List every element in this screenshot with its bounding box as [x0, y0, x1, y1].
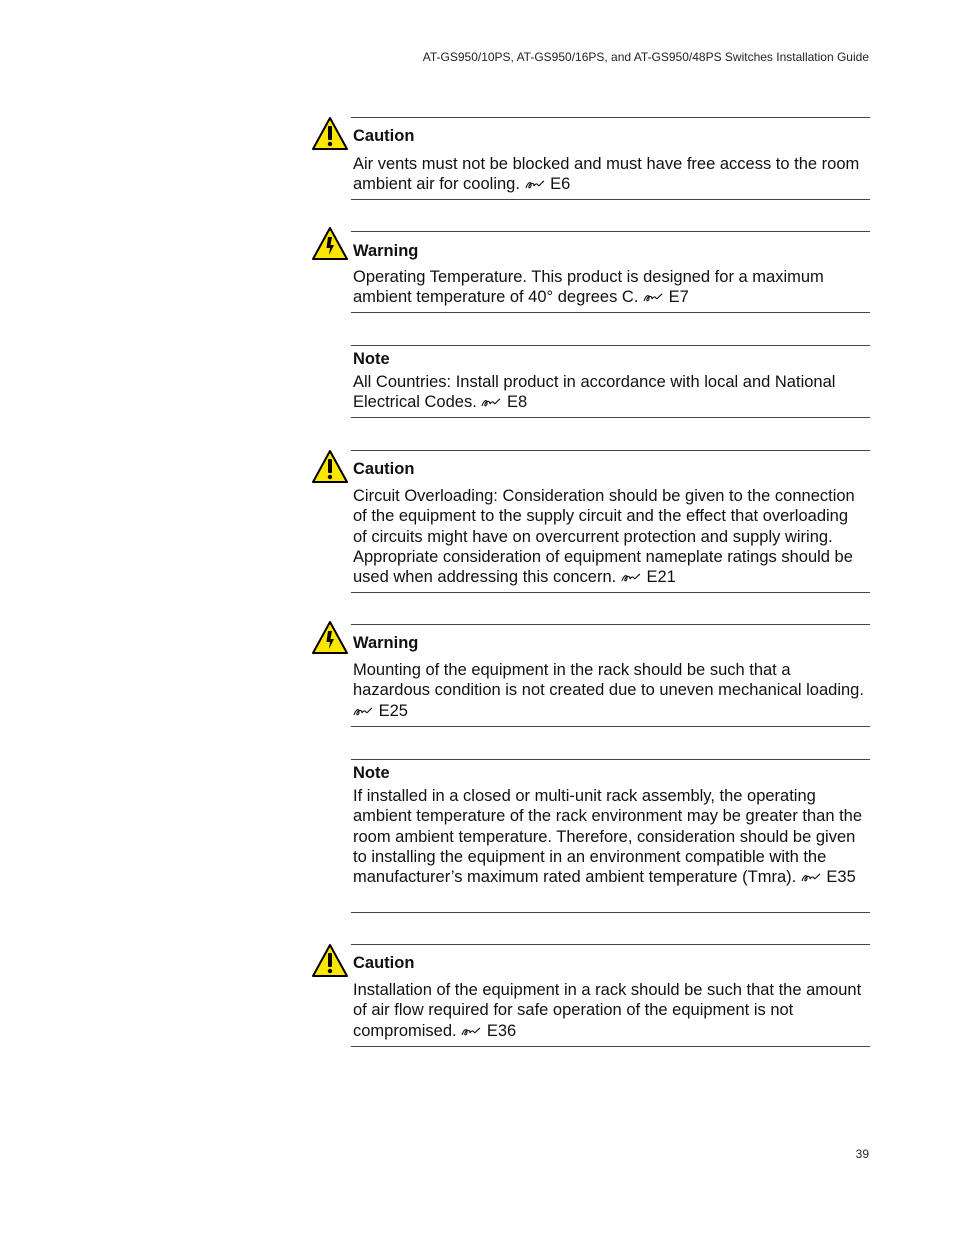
- notice-text: Installation of the equipment in a rack should be such that the amount of air flow required for safe operation of the equipment is not compromised.: [353, 981, 862, 1040]
- notice-code: E36: [486, 1021, 517, 1040]
- running-header: AT-GS950/10PS, AT-GS950/16PS, and AT-GS950/48PS Switches Installation Guide: [422, 50, 869, 64]
- signature-icon: [621, 572, 641, 583]
- caution-notice: [351, 944, 870, 1047]
- warning-notice: [351, 624, 870, 727]
- notice-code: E21: [646, 568, 676, 587]
- note-notice: [351, 345, 870, 418]
- notice-text: Circuit Overloading: Consideration should be given to the connection of the equipment to the supply circuit and the effect that overloading of circuits might have on overcurrent protection and supply wiring. Appropriate consideration of equipment nameplate ratings should be used when addressing this concern.: [353, 487, 855, 587]
- notice-body: [353, 267, 866, 308]
- notice-text: Operating Temperature. This product is designed for a maximum ambient temperature of 40° degrees C.: [353, 268, 824, 307]
- notice-body: [353, 660, 866, 721]
- caution-notice: [351, 117, 870, 200]
- notice-code: E35: [826, 868, 856, 887]
- notice-title: Caution: [353, 954, 415, 972]
- notice-body: [353, 980, 866, 1041]
- note-notice: [351, 759, 870, 913]
- page-number: 39: [855, 1147, 869, 1161]
- notice-text: All Countries: Install product in accordance with local and National Electrical Codes.: [353, 373, 836, 412]
- notice-body: [353, 486, 866, 587]
- notice-text: If installed in a closed or multi-unit rack assembly, the operating ambient temperature of the rack environment may be greater than the room ambient temperature. Therefore, consideration should be given to installing the equipment in an environment compatible with the manufacturer’s maximum rated ambient temperature (Tmra).: [353, 787, 863, 887]
- notice-code: E8: [507, 393, 528, 412]
- signature-icon: [353, 706, 373, 717]
- electrical-warning-icon: [311, 620, 349, 655]
- signature-icon: [461, 1026, 481, 1037]
- caution-icon: [311, 943, 349, 978]
- caution-notice: [351, 450, 870, 593]
- notice-title: Note: [353, 350, 390, 368]
- electrical-warning-icon: [311, 226, 349, 261]
- signature-icon: [643, 292, 663, 303]
- notice-code: E6: [550, 175, 571, 194]
- warning-notice: [351, 231, 870, 313]
- notice-code: E7: [668, 288, 689, 307]
- notice-title: Warning: [353, 242, 419, 260]
- notice-text: Air vents must not be blocked and must have free access to the room ambient air for cooling.: [353, 155, 860, 194]
- signature-icon: [481, 397, 501, 408]
- signature-icon: [525, 179, 545, 190]
- notice-body: [353, 372, 866, 413]
- notice-text: Mounting of the equipment in the rack should be such that a hazardous condition is not created due to uneven mechanical loading.: [353, 661, 864, 700]
- signature-icon: [801, 872, 821, 883]
- notice-title: Note: [353, 764, 390, 782]
- notice-body: [353, 154, 866, 195]
- caution-icon: [311, 116, 349, 151]
- notice-title: Warning: [353, 634, 419, 652]
- caution-icon: [311, 449, 349, 484]
- notice-body: [353, 786, 866, 887]
- notice-title: Caution: [353, 127, 415, 145]
- notice-code: E25: [378, 701, 408, 720]
- notice-title: Caution: [353, 460, 415, 478]
